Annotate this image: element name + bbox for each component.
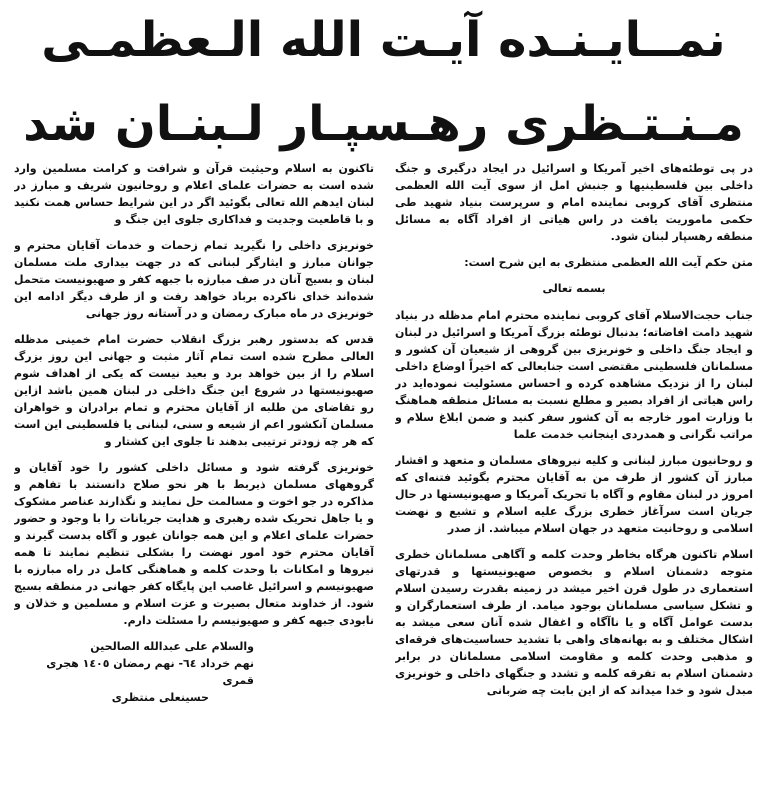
- closing-salutation: والسلام علی عبدالله الصالحین: [90, 640, 254, 653]
- signature: حسینعلی منتظری: [111, 691, 209, 704]
- bismillah-heading: بسمه تعالی: [542, 282, 606, 295]
- decree-paragraph-6: قدس که بدستور رهبر بزرگ انقلاب حضرت امام خمینی مدظله العالی مطرح شده است تمام آثار مثبت و جهانی این روز بزرگ اسلام را از بین خواهد برد و بعید نیست که یکی از اهداف شوم صهیونیستها در شروع این جنگ داخلی در لبنان همین باشد ازاین رو تقاضای من طلبه از آقایان محترم و تمام برادران و خواهران مسلمان آنکشور اعم از شیعه و سنی، لبنانی یا فلسطینی این است که هر چه زودتر ترتیبی بدهند تا جلوی این کشتار و: [14, 333, 374, 448]
- decree-paragraph-5: خونریزی داخلی را نگیرید تمام زحمات و خدمات آقایان محترم و جوانان مبارز و ایثارگر لبنانی که در جهت بیداری ملت مسلمان لبنان و بسیج آنان در صف مبارزه با جبهه کفر و صهیونیست متحمل شده‌اند خدای ناکرده برباد خواهد رفت و از طرف دیگر ادامه این خونریزی در ماه مبارک رمضان و در آستانه روز جهانی: [14, 239, 374, 320]
- decree-paragraph-4: تاکنون به اسلام وحیثیت قرآن و شرافت و کرامت مسلمین وارد شده است به حضرات علمای اعلام و روحانیون شریف و مبارز در لبنان ایدهم الله تعالی بگوئید اگر در این شرایط حساس همت نکنید و با قاطعیت وجدیت و فداکاری جلوی این جنگ و: [14, 162, 374, 226]
- headline-line-1: نمــایـنـده آیـت الله الـعظمـی: [41, 12, 726, 68]
- article-column-right: [395, 160, 753, 795]
- decree-paragraph-1: جناب حجت‌الاسلام آقای کروبی نماینده محترم امام مدظله در بنیاد شهید دامت افاضاته؛ بدنبال توطئه بزرگ آمریکا و اسرائیل در لبنان و ایجاد جنگ داخلی و خونریزی بین گروهی از شیعیان آن کشور و مسلمانان فلسطینی مقتضی است جنابعالی که اخیراً اوضاع داخلی لبنان را از نزدیک مشاهده کرده و احساس مسئولیت نموده‌اید در راس هیاتی از افراد بصیر و مطلع نسبت به مسائل منطقه هماهنگ با وزارت امور خارجه به آن کشور سفر کنید و ضمن ابلاغ سلام و مراتب نگرانی و همدردی اینجانب خدمت علما: [395, 309, 753, 441]
- decree-paragraph-7: خونریزی گرفته شود و مسائل داخلی کشور را خود آقایان و گروههای مسلمان ذیربط با هر نحو صلاح دانستند با تفاهم و مذاکره در جو اخوت و مسالمت حل نمایند و نگذارند عناصر مشکوک و یا جاهل تحریک شده رهبری و هدایت جریانات را با وجود و حضور حضرات علمای اعلام و این همه جوانان غیور و آگاه بدست گیرند و آقایان محترم خود امور نهضت را بشکلی تنظیم نمایند تا همه نیروها و امکانات با وحدت کلمه و هماهنگی کامل در راه مبارزه با صهیونیسم و اسرائیل غاصب این پایگاه کفر جهانی در منطقه بسیج شود. از خداوند متعال بصیرت و عزت اسلام و مسلمین و خذلان و نابودی جبهه کفر و صهیونیسم را مسئلت دارم.: [14, 461, 374, 627]
- article-intro: در پی توطئه‌های اخیر آمریکا و اسرائیل در ایجاد درگیری و جنگ داخلی بین فلسطینیها و جنبش امل از سوی آیت الله العظمی منتظری آقای کروبی نماینده امام و سرپرست بنیاد شهید طی حکمی ماموریت یافت در راس هیاتی از افراد آگاه به مسائل منطقه رهسپار لبنان شود.: [395, 162, 753, 243]
- decree-date: نهم خرداد ٦٤- نهم رمضان ١٤٠٥ هجری قمری: [46, 657, 254, 687]
- article-column-left: [14, 160, 374, 795]
- decree-paragraph-2: و روحانیون مبارز لبنانی و کلیه نیروهای مسلمان و متعهد و اقشار مبارز آن کشور از طرف من به آقایان محترم بگوئید فتنه‌ای که امروز در لبنان مقاوم و آگاه با تحریک آمریکا و صهیونیستها در حال جریان است سرآغاز خطری بزرگ علیه اسلام و تشیع و نهضت اسلامی و روحانیت متعهد در جهان اسلام میباشد. از صدر: [395, 454, 753, 535]
- headline-line-2: مـنـتـظری رهـسپـار لـبنـان شد: [23, 96, 744, 152]
- decree-paragraph-3: اسلام تاکنون هرگاه بخاطر وحدت کلمه و آگاهی مسلمانان خطری متوجه دشمنان اسلام و بخصوص صهیونیستها و قدرتهای استعماری در طول قرن اخیر میشد در زمینه بقدرت رسیدن اسلام و تشکل سیاسی مسلمانان بوجود میامد. از طرف استعمارگران و بدست عوامل آگاه و یا ناآگاه و اغفال شده آنان سعی میشد به اشکال مختلف و به بهانه‌های واهی با تشدید حساسیت‌های فرقه‌ای و مذهبی وحدت کلمه و مقاومت اسلامی مسلمانان در برابر دشمنان اسلام به تفرقه کلمه و تشدد و جنگهای داخلی و خونریزی مبدل شود و خدا میداند که از این بابت چه ضربانی: [395, 548, 753, 697]
- decree-intro: متن حکم آیت الله العظمی منتظری به این شرح است:: [464, 256, 753, 269]
